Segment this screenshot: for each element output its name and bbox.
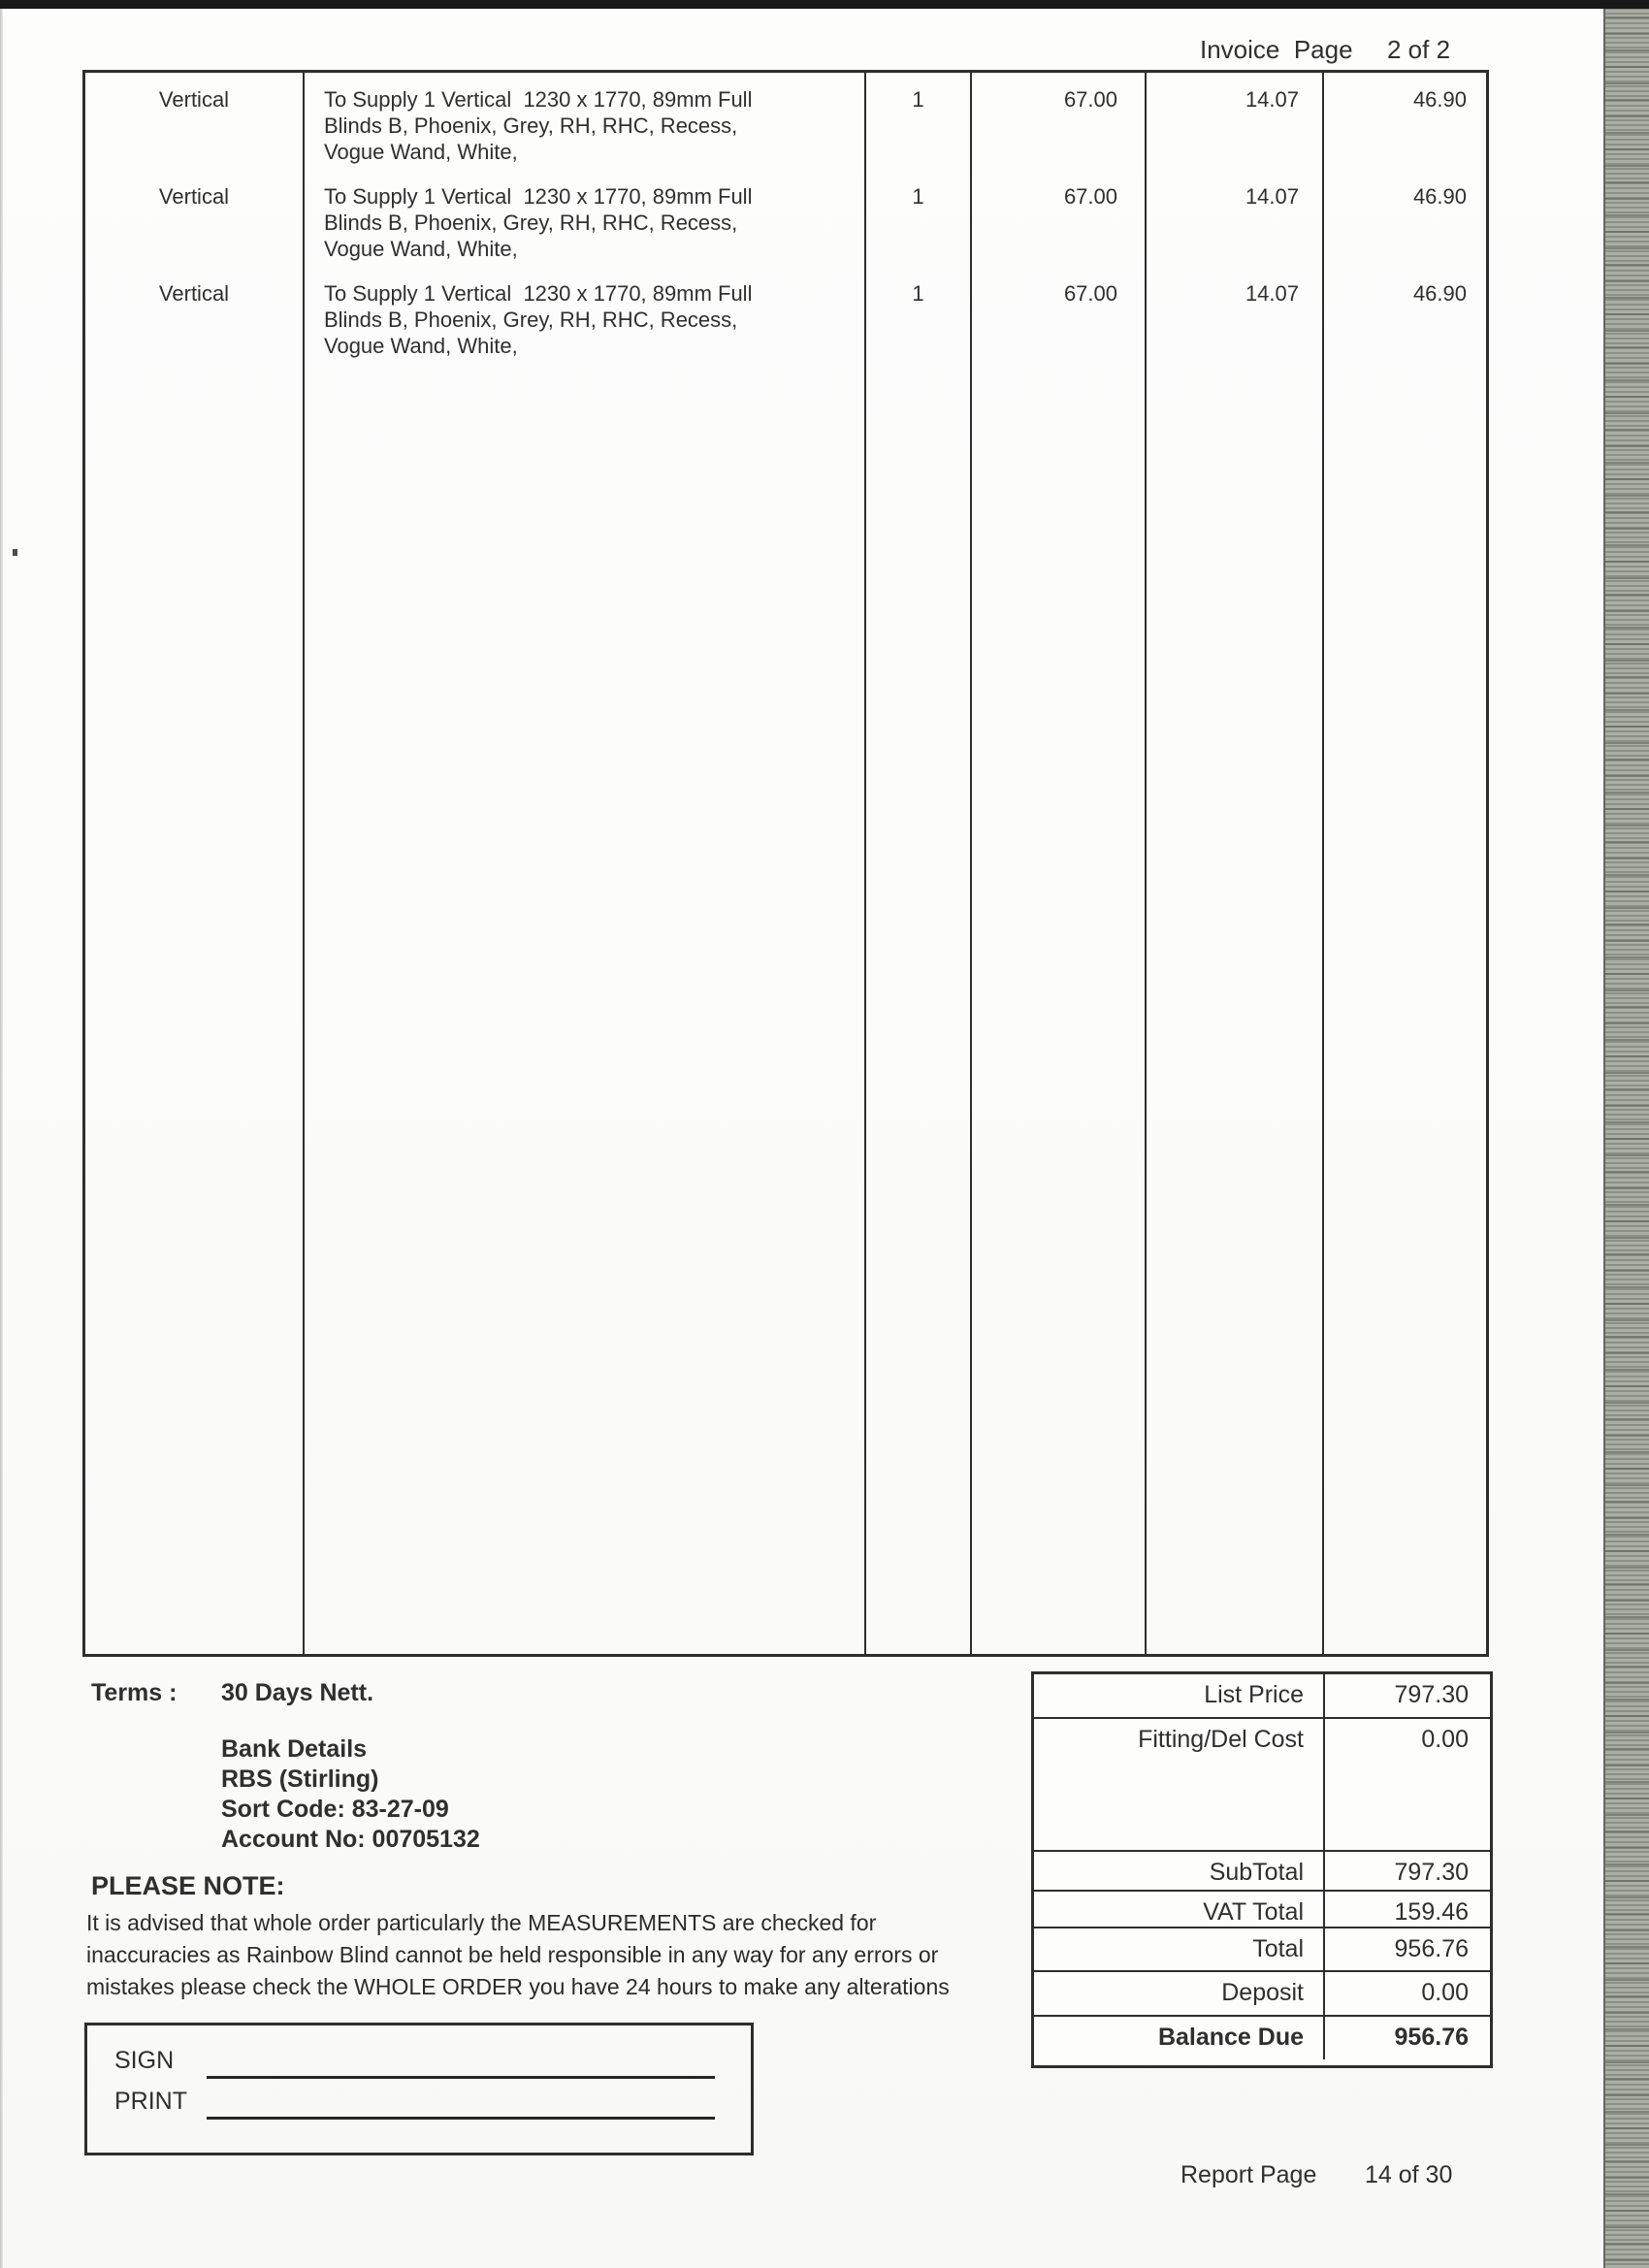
- sign-line: [207, 2076, 715, 2079]
- item-vat-cell: 14.07: [1147, 170, 1324, 267]
- column-filler: [1324, 364, 1486, 1654]
- item-type-cell: Vertical: [85, 73, 305, 170]
- totals-label: Fitting/Del Cost: [1034, 1719, 1325, 1850]
- totals-label: SubTotal: [1034, 1852, 1325, 1890]
- totals-label: VAT Total: [1034, 1892, 1325, 1927]
- items-table: [82, 70, 1489, 1657]
- item-unit-price-cell: 67.00: [972, 267, 1147, 364]
- item-qty-cell: 1: [866, 267, 972, 364]
- item-qty-cell: 1: [866, 170, 972, 267]
- item-type-cell: Vertical: [85, 267, 305, 364]
- totals-row-total: [1034, 1927, 1490, 1970]
- signature-box: [84, 2023, 754, 2155]
- column-filler: [972, 364, 1147, 1654]
- item-type-cell: Vertical: [85, 170, 305, 267]
- totals-label: Balance Due: [1034, 2017, 1325, 2059]
- totals-value: 159.46: [1394, 1898, 1469, 1926]
- totals-value: 0.00: [1421, 1726, 1469, 1753]
- description-line: Blinds B, Phoenix, Grey, RH, RHC, Recess,: [324, 113, 738, 138]
- sign-label: SIGN: [114, 2047, 175, 2074]
- invoice-page-value: 2 of 2: [1387, 35, 1451, 64]
- scanner-background-strip: [1603, 0, 1649, 2268]
- totals-row-subtotal: [1034, 1850, 1490, 1890]
- item-qty-cell: 1: [866, 73, 972, 170]
- terms-value: 30 Days Nett.: [221, 1679, 374, 1706]
- totals-row-vat-total: [1034, 1890, 1490, 1927]
- item-total-cell: 46.90: [1412, 184, 1467, 209]
- item-description-cell: [305, 267, 866, 364]
- column-filler: [866, 364, 972, 1654]
- totals-value: 797.30: [1394, 1859, 1469, 1886]
- bank-details: [221, 1734, 480, 1855]
- item-unit-price-cell: 67.00: [972, 73, 1147, 170]
- print-line: [207, 2117, 715, 2120]
- item-vat-cell: 14.07: [1147, 73, 1324, 170]
- print-label: PRINT: [114, 2088, 187, 2115]
- totals-value: 956.76: [1394, 1935, 1469, 1962]
- item-description-cell: [305, 73, 866, 170]
- scan-artifact-speck: [13, 549, 17, 556]
- please-note-body: It is advised that whole order particularly the MEASUREMENTS are checked for inaccuracies as Rainbow Blind cannot be held responsible in any way for any errors or mistakes please check the WHOLE ORDER you have 24 hours to make any alterations: [86, 1910, 950, 1999]
- description-line: Blinds B, Phoenix, Grey, RH, RHC, Recess,: [324, 308, 738, 332]
- column-filler: [305, 364, 866, 1654]
- totals-value: 956.76: [1394, 2024, 1469, 2051]
- description-line: Vogue Wand, White,: [324, 334, 518, 358]
- totals-label: Deposit: [1034, 1972, 1325, 2015]
- totals-label: List Price: [1034, 1674, 1325, 1717]
- report-page-value: 14 of 30: [1365, 2161, 1453, 2188]
- description-line: Vogue Wand, White,: [324, 237, 518, 261]
- item-total-cell: 46.90: [1412, 281, 1467, 306]
- bank-details-line: Bank Details: [221, 1735, 368, 1763]
- bank-details-line: RBS (Stirling): [221, 1766, 379, 1793]
- bank-details-line: Account No: 00705132: [221, 1826, 480, 1853]
- please-note-title: PLEASE NOTE:: [91, 1871, 285, 1900]
- scan-top-edge: [0, 0, 1649, 9]
- description-line: Vogue Wand, White,: [324, 140, 518, 164]
- report-page-label: Report Page: [1180, 2161, 1317, 2188]
- totals-row-list-price: [1034, 1674, 1490, 1717]
- terms-label: Terms :: [91, 1679, 178, 1706]
- item-unit-price-cell: 67.00: [972, 170, 1147, 267]
- column-filler: [85, 364, 305, 1654]
- scan-left-edge: [0, 0, 3, 2268]
- totals-label: Total: [1034, 1928, 1325, 1970]
- totals-table: [1031, 1671, 1493, 2068]
- totals-row-balance-due: [1034, 2015, 1490, 2059]
- invoice-page-label: Invoice Page: [1200, 35, 1353, 64]
- totals-value: 797.30: [1394, 1681, 1469, 1708]
- item-description-cell: [305, 170, 866, 267]
- totals-row-deposit: [1034, 1970, 1490, 2015]
- totals-value: 0.00: [1421, 1979, 1469, 2006]
- description-line: Blinds B, Phoenix, Grey, RH, RHC, Recess,: [324, 211, 738, 235]
- description-line: To Supply 1 Vertical 1230 x 1770, 89mm Full: [324, 87, 753, 112]
- item-total-cell: 46.90: [1412, 87, 1467, 112]
- bank-details-line: Sort Code: 83-27-09: [221, 1796, 449, 1823]
- item-vat-cell: 14.07: [1147, 267, 1324, 364]
- totals-row-fitting-del-cost: [1034, 1717, 1490, 1850]
- description-line: To Supply 1 Vertical 1230 x 1770, 89mm Full: [324, 184, 753, 209]
- column-filler: [1147, 364, 1324, 1654]
- description-line: To Supply 1 Vertical 1230 x 1770, 89mm Full: [324, 281, 753, 306]
